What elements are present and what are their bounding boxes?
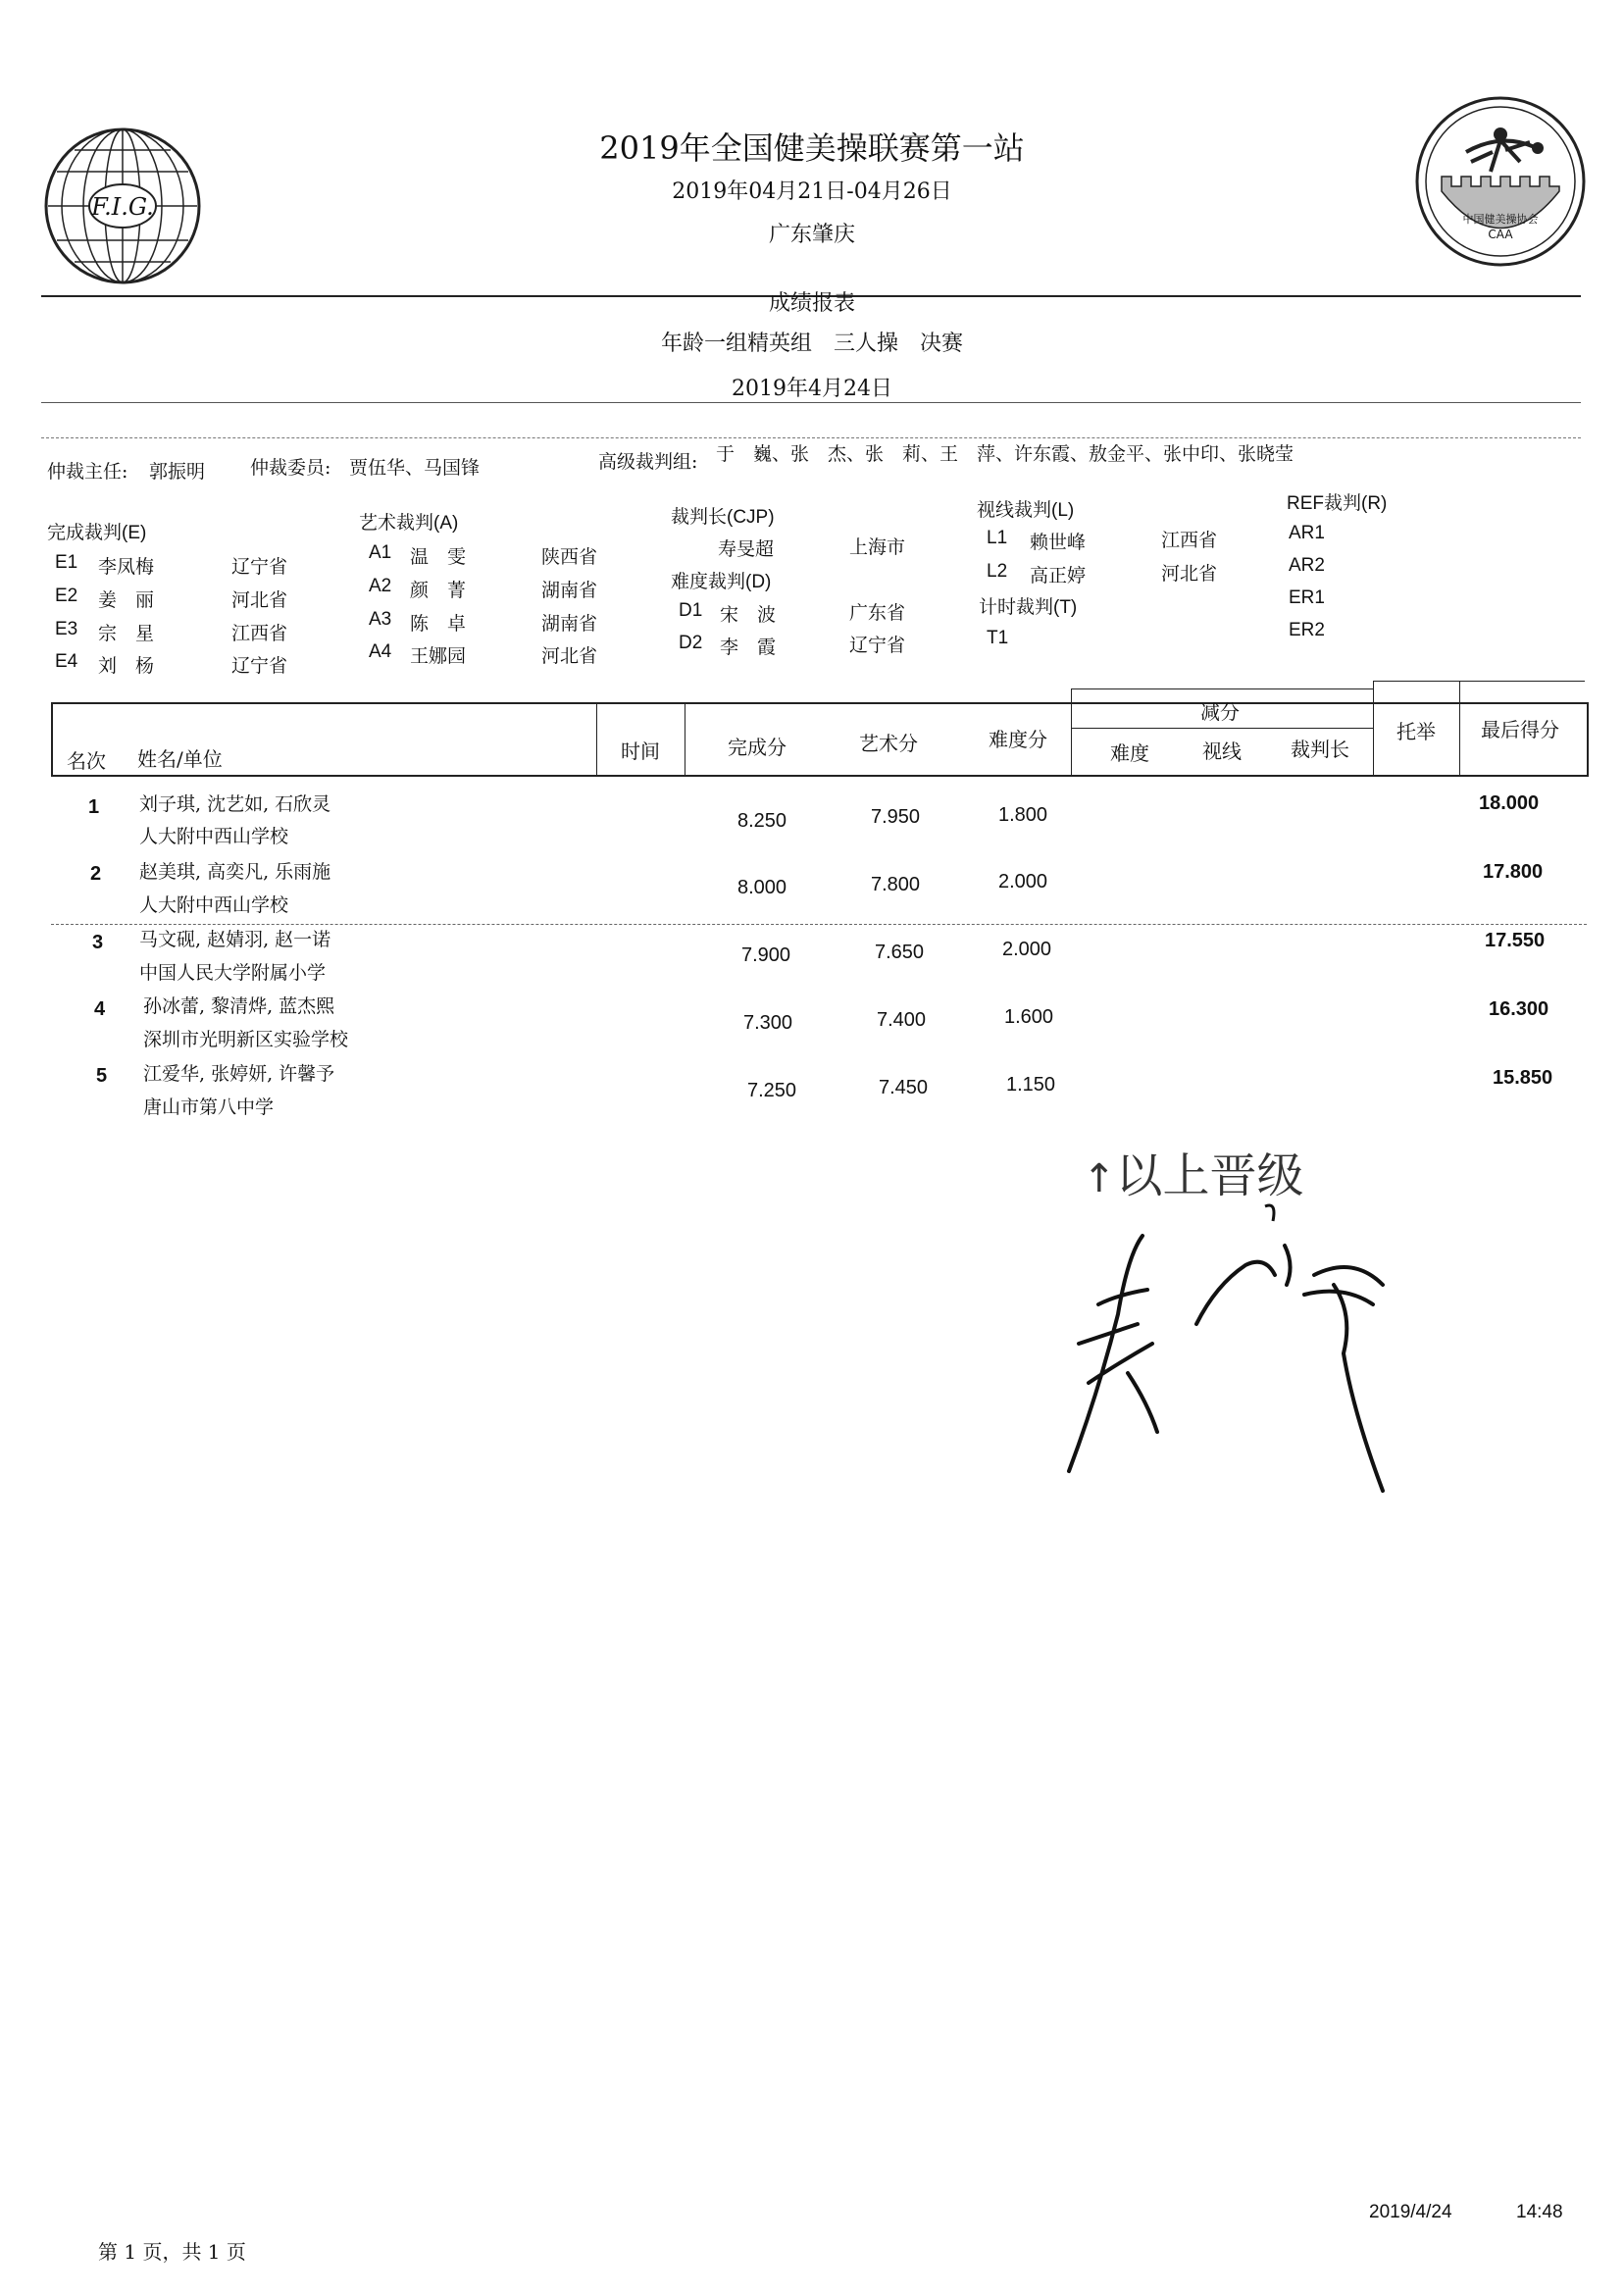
final-top-border: [1459, 681, 1585, 682]
signature: [1059, 1197, 1451, 1510]
judge-code: L1: [987, 528, 1008, 548]
cjp-label: 裁判长(CJP): [671, 507, 775, 528]
judge-province: 江西省: [1161, 530, 1218, 551]
ref-code: ER2: [1289, 620, 1325, 640]
row-names: 刘子琪, 沈艺如, 石欣灵: [139, 793, 331, 815]
col-divider: [1071, 688, 1072, 775]
judge-name: 李 霞: [720, 637, 777, 658]
jury-value: 贾伍华、马国锋: [349, 457, 481, 479]
difficulty-judges-label: 难度裁判(D): [671, 572, 772, 592]
judge-name: 李凤梅: [98, 556, 155, 578]
judge-code: D2: [679, 633, 703, 653]
row-final: 17.800: [1483, 861, 1544, 883]
row-names: 江爱华, 张婷妍, 许馨予: [143, 1063, 335, 1085]
judge-name: 姜 丽: [98, 589, 155, 611]
page-indicator: 第 1 页，共 1 页: [98, 2240, 246, 2264]
col-header-final: 最后得分: [1481, 718, 1559, 741]
competition-dates: 2019年04月21日-04月26日: [672, 179, 952, 204]
table-header-bottom: [51, 775, 1587, 777]
time-judges-label: 计时裁判(T): [979, 597, 1078, 618]
row-artistic: 7.950: [871, 806, 921, 828]
judge-province: 陕西省: [541, 546, 598, 568]
jury-label: 仲裁委员:: [250, 457, 331, 479]
judge-code: E2: [55, 586, 78, 606]
judge-code: L2: [987, 561, 1008, 582]
advance-note: 以上晋级: [1115, 1148, 1304, 1203]
col-divider: [1373, 681, 1374, 775]
judge-province: 广东省: [849, 602, 906, 624]
deduction-sub-divider: [1071, 728, 1373, 729]
caa-logo-abbr: CAA: [1488, 228, 1513, 241]
results-table-header: [51, 702, 1589, 777]
line-judges-label: 视线裁判(L): [977, 500, 1075, 521]
lift-top-border: [1373, 681, 1459, 682]
row-artistic: 7.650: [875, 942, 925, 963]
ref-code: ER1: [1289, 587, 1325, 608]
col-header-time: 时间: [621, 739, 660, 763]
advance-annotation: [1083, 1138, 1304, 1205]
competition-location: 广东肇庆: [768, 223, 855, 247]
col-header-difficulty: 难度分: [989, 728, 1047, 751]
judge-name: 宗 星: [98, 623, 155, 644]
row-difficulty: 1.600: [1004, 1006, 1054, 1028]
ref-judges-label: REF裁判(R): [1287, 493, 1388, 514]
print-time: 14:48: [1516, 2202, 1563, 2222]
row-rank: 3: [92, 932, 104, 953]
row-rank: 1: [88, 796, 100, 818]
row-final: 15.850: [1493, 1067, 1553, 1089]
judge-code: A3: [369, 609, 392, 630]
cjp-province: 上海市: [849, 536, 906, 558]
date-divider: [41, 402, 1581, 403]
col-header-name: 姓名/单位: [137, 747, 223, 771]
judge-province: 辽宁省: [231, 655, 288, 677]
row-difficulty: 2.000: [998, 871, 1048, 892]
row-unit: 中国人民大学附属小学: [139, 962, 327, 984]
row-artistic: 7.800: [871, 874, 921, 895]
up-arrow-icon: ↑: [1083, 1156, 1116, 1201]
row-final: 18.000: [1479, 792, 1540, 814]
judge-code: A4: [369, 641, 392, 662]
report-category: 年龄一组精英组 三人操 决赛: [660, 331, 963, 356]
judge-code: T1: [987, 628, 1009, 648]
deduction-top-border: [1071, 688, 1373, 689]
judge-province: 湖南省: [541, 613, 598, 635]
judge-name: 赖世峰: [1030, 532, 1087, 553]
judge-name: 陈 卓: [410, 613, 467, 635]
judge-name: 温 雯: [410, 546, 467, 568]
judge-province: 辽宁省: [231, 556, 288, 578]
row-rank: 4: [94, 998, 106, 1020]
caa-logo-name: 中国健美操协会: [1462, 213, 1539, 226]
artistic-judges-label: 艺术裁判(A): [359, 513, 459, 534]
ref-code: AR2: [1289, 555, 1325, 576]
judge-name: 刘 杨: [98, 655, 155, 677]
report-title: 成绩报表: [768, 291, 855, 316]
judge-province: 河北省: [541, 645, 598, 667]
row-names: 马文砚, 赵婧羽, 赵一诺: [139, 929, 331, 950]
row-final: 17.550: [1485, 930, 1546, 951]
judge-code: E3: [55, 619, 78, 639]
judge-code: D1: [679, 600, 703, 621]
judge-province: 江西省: [231, 623, 288, 644]
ref-code: AR1: [1289, 523, 1325, 543]
judge-code: A1: [369, 542, 392, 563]
senior-label: 高级裁判组:: [598, 451, 698, 473]
col-header-ded-line: 视线: [1202, 739, 1242, 763]
row-unit: 唐山市第八中学: [143, 1096, 275, 1118]
row-unit: 人大附中西山学校: [139, 826, 289, 847]
judge-code: E4: [55, 651, 78, 672]
col-header-deduction: 减分: [1200, 700, 1240, 724]
row-unit: 人大附中西山学校: [139, 894, 289, 916]
row-rank: 2: [90, 863, 102, 885]
col-divider: [1459, 681, 1460, 775]
competition-title: 2019年全国健美操联赛第一站: [599, 129, 1025, 167]
col-header-lift: 托举: [1396, 720, 1436, 743]
row-difficulty: 1.150: [1006, 1074, 1056, 1096]
judge-code: E1: [55, 552, 78, 573]
judge-name: 高正婷: [1030, 565, 1087, 586]
fig-logo-text: F.I.G.: [91, 193, 154, 221]
report-date: 2019年4月24日: [732, 377, 892, 401]
chief-label: 仲裁主任:: [47, 461, 128, 483]
row-execution: 8.000: [737, 877, 787, 898]
row-difficulty: 1.800: [998, 804, 1048, 826]
cjp-name: 寿旻超: [718, 538, 775, 560]
judge-province: 河北省: [231, 589, 288, 611]
judge-code: A2: [369, 576, 392, 596]
col-header-execution: 完成分: [728, 736, 787, 759]
row-artistic: 7.400: [877, 1009, 927, 1031]
officials-divider: [41, 437, 1581, 438]
row-unit: 深圳市光明新区实验学校: [143, 1029, 349, 1050]
col-header-ded-difficulty: 难度: [1110, 741, 1149, 765]
judge-name: 宋 波: [720, 604, 777, 626]
row-names: 孙冰蕾, 黎清烨, 蓝杰熙: [143, 995, 335, 1017]
row-artistic: 7.450: [879, 1077, 929, 1098]
senior-value: 于 巍、张 杰、张 莉、王 萍、许东霞、敖金平、张中印、张晓莹: [716, 443, 1294, 465]
col-header-artistic: 艺术分: [859, 732, 918, 755]
print-date: 2019/4/24: [1369, 2202, 1452, 2222]
judge-province: 河北省: [1161, 563, 1218, 585]
execution-judges-label: 完成裁判(E): [47, 523, 147, 543]
col-header-ded-cjp: 裁判长: [1291, 738, 1349, 761]
row-execution: 7.900: [741, 944, 791, 966]
col-divider: [596, 702, 597, 775]
row-execution: 7.300: [743, 1012, 793, 1034]
judge-province: 湖南省: [541, 580, 598, 601]
col-header-rank: 名次: [67, 749, 106, 773]
row-execution: 8.250: [737, 810, 787, 832]
row-names: 赵美琪, 高奕凡, 乐雨施: [139, 861, 331, 883]
judge-province: 辽宁省: [849, 635, 906, 656]
row-difficulty: 2.000: [1002, 939, 1052, 960]
row-final: 16.300: [1489, 998, 1549, 1020]
judge-name: 王娜园: [410, 645, 467, 667]
judge-name: 颜 菁: [410, 580, 467, 601]
chief-value: 郭振明: [149, 461, 206, 483]
row-rank: 5: [96, 1065, 108, 1087]
row-execution: 7.250: [747, 1080, 797, 1101]
